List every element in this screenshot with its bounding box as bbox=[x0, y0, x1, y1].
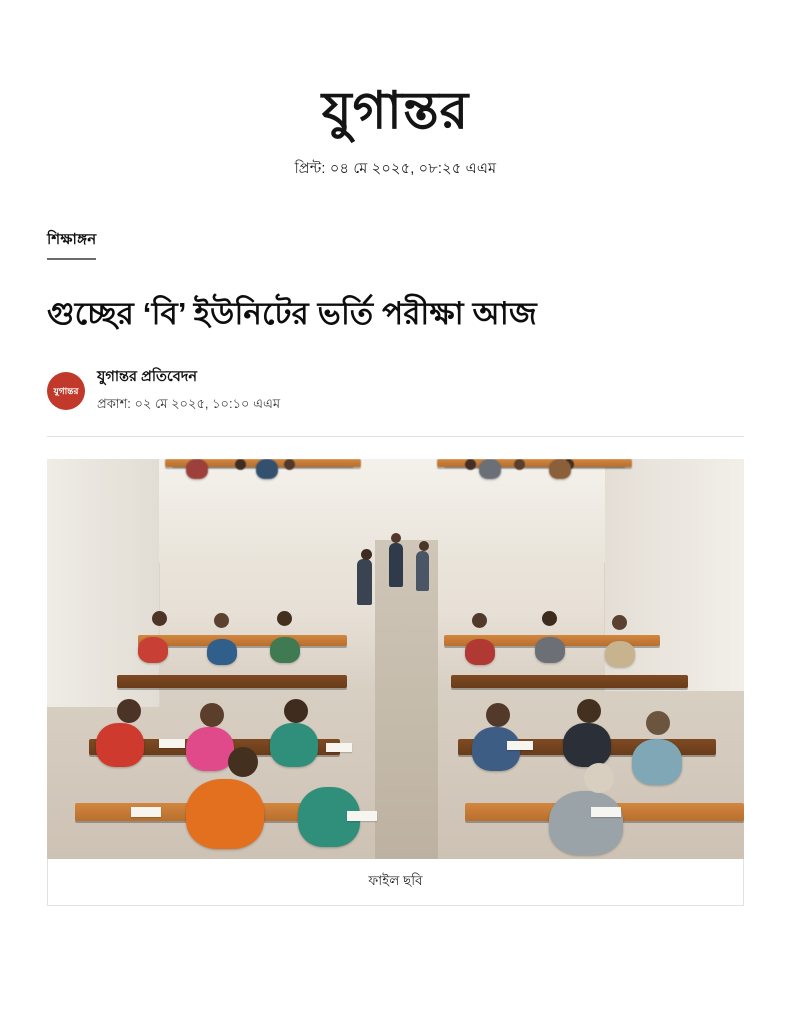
print-timestamp: প্রিন্ট: ০৪ মে ২০২৫, ০৮:২৫ এএম bbox=[294, 161, 497, 177]
author-name: যুগান্তর প্রতিবেদন bbox=[97, 369, 198, 386]
publish-timestamp: প্রকাশ: ০২ মে ২০২৫, ১০:১০ এএম bbox=[97, 396, 281, 412]
byline-texts bbox=[97, 366, 280, 416]
category-label[interactable]: শিক্ষাঙ্গন bbox=[47, 228, 96, 260]
masthead bbox=[0, 0, 791, 182]
page-title: গুচ্ছের ‘বি’ ইউনিটের ভর্তি পরীক্ষা আজ bbox=[47, 296, 537, 331]
newspaper-logo[interactable] bbox=[321, 83, 470, 140]
category-row bbox=[47, 228, 744, 266]
byline bbox=[47, 366, 744, 437]
article-figure bbox=[47, 459, 744, 906]
photo-caption: ফাইল ছবি bbox=[47, 859, 744, 906]
article-body bbox=[47, 182, 744, 906]
avatar: যুগান্তর bbox=[47, 372, 85, 410]
logo-text: যুগান্তর bbox=[321, 83, 470, 140]
article-photo bbox=[47, 459, 744, 859]
photo-illustration bbox=[47, 459, 744, 859]
